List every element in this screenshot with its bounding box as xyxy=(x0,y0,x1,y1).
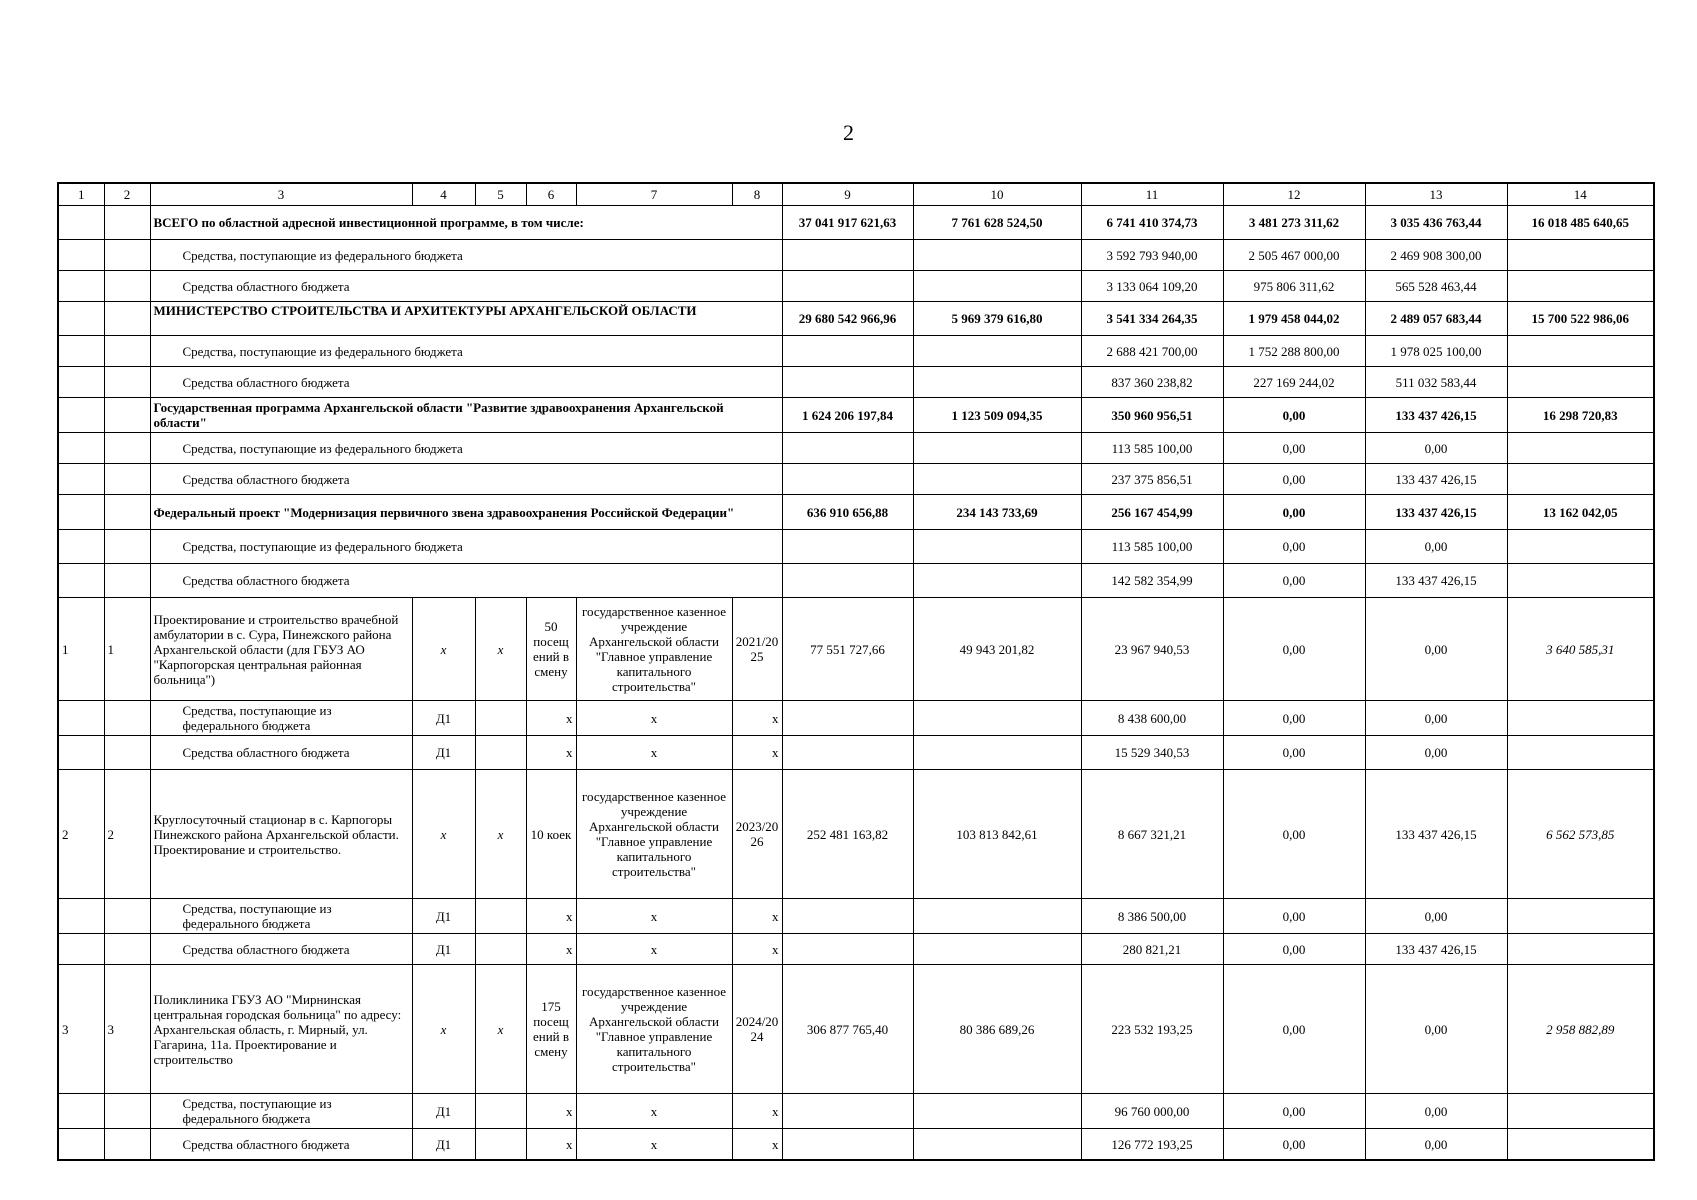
object-fed-c11: 8 386 500,00 xyxy=(1081,899,1223,934)
ministry-fed-c12: 1 752 288 800,00 xyxy=(1223,336,1365,367)
object-period: 2023/20 26 xyxy=(732,770,782,899)
object-fed-c11: 8 438 600,00 xyxy=(1081,701,1223,736)
federal-funds-label: Средства, поступающие из федерального бюджета xyxy=(150,433,782,464)
object-period: 2024/20 24 xyxy=(732,965,782,1094)
x-mark: x xyxy=(732,934,782,965)
object-capacity: 10 коек xyxy=(526,770,576,899)
regional-funds-label: Средства областного бюджета xyxy=(150,1129,412,1161)
x-mark: x xyxy=(526,934,576,965)
column-number: 2 xyxy=(104,183,150,206)
ministry-fed-c13: 1 978 025 100,00 xyxy=(1365,336,1507,367)
column-number: 3 xyxy=(150,183,412,206)
project-row xyxy=(58,495,1654,530)
ministry-reg-c13: 511 032 583,44 xyxy=(1365,367,1507,398)
funds-code: Д1 xyxy=(412,1129,475,1161)
object-c4: x xyxy=(412,770,475,899)
federal-funds-label: Средства, поступающие из федерального бюджета xyxy=(150,1094,412,1129)
regional-funds-label: Средства областного бюджета xyxy=(150,934,412,965)
total-c10: 7 761 628 524,50 xyxy=(913,206,1081,240)
column-number: 9 xyxy=(782,183,913,206)
program-c12: 0,00 xyxy=(1223,398,1365,433)
x-mark: x xyxy=(576,701,732,736)
program-reg-c11: 237 375 856,51 xyxy=(1081,464,1223,495)
project-federal-row xyxy=(58,530,1654,564)
program-c11: 350 960 956,51 xyxy=(1081,398,1223,433)
object-c9: 252 481 163,82 xyxy=(782,770,913,899)
object-number: 2 xyxy=(58,770,104,899)
project-c10: 234 143 733,69 xyxy=(913,495,1081,530)
regional-funds-label: Средства областного бюджета xyxy=(150,736,412,770)
federal-funds-label: Средства, поступающие из федерального бюджета xyxy=(150,530,782,564)
object-row xyxy=(58,598,1654,701)
project-regional-row xyxy=(58,564,1654,598)
program-reg-c13: 133 437 426,15 xyxy=(1365,464,1507,495)
object-regional-row xyxy=(58,1129,1654,1161)
x-mark: x xyxy=(732,1094,782,1129)
object-c11: 223 532 193,25 xyxy=(1081,965,1223,1094)
ministry-c14: 15 700 522 986,06 xyxy=(1507,302,1654,336)
total-c13: 3 035 436 763,44 xyxy=(1365,206,1507,240)
object-regional-row xyxy=(58,736,1654,770)
object-name: Круглосуточный стационар в с. Карпогоры Пинежского района Архангельской области. Проектирование и строительство. xyxy=(150,770,412,899)
federal-funds-label: Средства, поступающие из федерального бюджета xyxy=(150,701,412,736)
object-number: 1 xyxy=(58,598,104,701)
x-mark: x xyxy=(732,701,782,736)
program-c14: 16 298 720,83 xyxy=(1507,398,1654,433)
total-regional-row xyxy=(58,271,1654,302)
object-name: Поликлиника ГБУЗ АО "Мирнинская центральная городская больница" по адресу: Архангельская область, г. Мирный, ул. Гагарина, 11а. Проектирование и строительство xyxy=(150,965,412,1094)
x-mark: x xyxy=(576,934,732,965)
object-c11: 8 667 321,21 xyxy=(1081,770,1223,899)
object-fed-c12: 0,00 xyxy=(1223,899,1365,934)
project-c11: 256 167 454,99 xyxy=(1081,495,1223,530)
object-subnumber: 3 xyxy=(104,965,150,1094)
x-mark: x xyxy=(732,1129,782,1161)
total-row xyxy=(58,206,1654,240)
program-fed-c12: 0,00 xyxy=(1223,433,1365,464)
column-number: 11 xyxy=(1081,183,1223,206)
object-c11: 23 967 940,53 xyxy=(1081,598,1223,701)
object-reg-c12: 0,00 xyxy=(1223,934,1365,965)
object-reg-c12: 0,00 xyxy=(1223,736,1365,770)
object-reg-c13: 0,00 xyxy=(1365,736,1507,770)
object-regional-row xyxy=(58,934,1654,965)
object-c9: 306 877 765,40 xyxy=(782,965,913,1094)
object-subnumber: 2 xyxy=(104,770,150,899)
object-name: Проектирование и строительство врачебной амбулатории в с. Сура, Пинежского района Архангельской области (для ГБУЗ АО "Карпогорская центральная районная больница") xyxy=(150,598,412,701)
total-c9: 37 041 917 621,63 xyxy=(782,206,913,240)
project-c9: 636 910 656,88 xyxy=(782,495,913,530)
ministry-fed-c11: 2 688 421 700,00 xyxy=(1081,336,1223,367)
object-reg-c11: 280 821,21 xyxy=(1081,934,1223,965)
program-reg-c12: 0,00 xyxy=(1223,464,1365,495)
project-label: Федеральный проект "Модернизация первичного звена здравоохранения Российской Федерации" xyxy=(150,495,782,530)
project-fed-c11: 113 585 100,00 xyxy=(1081,530,1223,564)
object-row xyxy=(58,965,1654,1094)
page-number: 2 xyxy=(843,120,854,145)
object-reg-c11: 126 772 193,25 xyxy=(1081,1129,1223,1161)
object-customer: государственное казенное учреждение Архангельской области "Главное управление капитального строительства" xyxy=(576,965,732,1094)
object-c13: 0,00 xyxy=(1365,965,1507,1094)
object-c5: x xyxy=(475,598,526,701)
x-mark: x xyxy=(732,736,782,770)
object-period: 2021/20 25 xyxy=(732,598,782,701)
x-mark: x xyxy=(576,1129,732,1161)
column-number: 8 xyxy=(732,183,782,206)
object-subnumber: 1 xyxy=(104,598,150,701)
column-number: 7 xyxy=(576,183,732,206)
object-reg-c11: 15 529 340,53 xyxy=(1081,736,1223,770)
object-c10: 80 386 689,26 xyxy=(913,965,1081,1094)
column-number: 1 xyxy=(58,183,104,206)
x-mark: x xyxy=(526,1094,576,1129)
object-c14: 2 958 882,89 xyxy=(1507,965,1654,1094)
total-reg-c12: 975 806 311,62 xyxy=(1223,271,1365,302)
ministry-reg-c12: 227 169 244,02 xyxy=(1223,367,1365,398)
x-mark: x xyxy=(526,736,576,770)
object-federal-row xyxy=(58,899,1654,934)
x-mark: x xyxy=(576,1094,732,1129)
column-number: 13 xyxy=(1365,183,1507,206)
object-c4: x xyxy=(412,965,475,1094)
total-reg-c11: 3 133 064 109,20 xyxy=(1081,271,1223,302)
project-reg-c12: 0,00 xyxy=(1223,564,1365,598)
object-number: 3 xyxy=(58,965,104,1094)
program-federal-row xyxy=(58,433,1654,464)
x-mark: x xyxy=(576,899,732,934)
object-fed-c13: 0,00 xyxy=(1365,899,1507,934)
total-fed-c11: 3 592 793 940,00 xyxy=(1081,240,1223,271)
total-fed-c13: 2 469 908 300,00 xyxy=(1365,240,1507,271)
federal-funds-label: Средства, поступающие из федерального бюджета xyxy=(150,240,782,271)
federal-funds-label: Средства, поступающие из федерального бюджета xyxy=(150,336,782,367)
project-reg-c13: 133 437 426,15 xyxy=(1365,564,1507,598)
total-label: ВСЕГО по областной адресной инвестиционной программе, в том числе: xyxy=(150,206,782,240)
column-number: 6 xyxy=(526,183,576,206)
object-capacity: 50 посещ ений в смену xyxy=(526,598,576,701)
object-c5: x xyxy=(475,770,526,899)
ministry-federal-row xyxy=(58,336,1654,367)
object-c12: 0,00 xyxy=(1223,598,1365,701)
object-reg-c13: 0,00 xyxy=(1365,1129,1507,1161)
column-number: 4 xyxy=(412,183,475,206)
x-mark: x xyxy=(526,701,576,736)
object-fed-c11: 96 760 000,00 xyxy=(1081,1094,1223,1129)
object-reg-c13: 133 437 426,15 xyxy=(1365,934,1507,965)
object-c5: x xyxy=(475,965,526,1094)
object-c14: 3 640 585,31 xyxy=(1507,598,1654,701)
regional-funds-label: Средства областного бюджета xyxy=(150,271,782,302)
x-mark: x xyxy=(576,736,732,770)
project-fed-c12: 0,00 xyxy=(1223,530,1365,564)
total-fed-c12: 2 505 467 000,00 xyxy=(1223,240,1365,271)
project-c12: 0,00 xyxy=(1223,495,1365,530)
column-number: 14 xyxy=(1507,183,1654,206)
object-fed-c12: 0,00 xyxy=(1223,1094,1365,1129)
object-c4: x xyxy=(412,598,475,701)
funds-code: Д1 xyxy=(412,701,475,736)
program-fed-c13: 0,00 xyxy=(1365,433,1507,464)
object-fed-c13: 0,00 xyxy=(1365,1094,1507,1129)
object-c12: 0,00 xyxy=(1223,770,1365,899)
project-c14: 13 162 042,05 xyxy=(1507,495,1654,530)
column-number-row xyxy=(58,183,1654,206)
object-c9: 77 551 727,66 xyxy=(782,598,913,701)
column-number: 10 xyxy=(913,183,1081,206)
ministry-c13: 2 489 057 683,44 xyxy=(1365,302,1507,336)
object-reg-c12: 0,00 xyxy=(1223,1129,1365,1161)
ministry-reg-c11: 837 360 238,82 xyxy=(1081,367,1223,398)
x-mark: x xyxy=(526,1129,576,1161)
object-c10: 103 813 842,61 xyxy=(913,770,1081,899)
ministry-c11: 3 541 334 264,35 xyxy=(1081,302,1223,336)
regional-funds-label: Средства областного бюджета xyxy=(150,367,782,398)
total-c14: 16 018 485 640,65 xyxy=(1507,206,1654,240)
object-federal-row xyxy=(58,1094,1654,1129)
project-c13: 133 437 426,15 xyxy=(1365,495,1507,530)
regional-funds-label: Средства областного бюджета xyxy=(150,564,782,598)
ministry-c9: 29 680 542 966,96 xyxy=(782,302,913,336)
x-mark: x xyxy=(732,899,782,934)
total-federal-row xyxy=(58,240,1654,271)
object-federal-row xyxy=(58,701,1654,736)
funds-code: Д1 xyxy=(412,736,475,770)
investment-program-table xyxy=(57,182,1655,1161)
column-number: 5 xyxy=(475,183,526,206)
program-fed-c11: 113 585 100,00 xyxy=(1081,433,1223,464)
total-reg-c13: 565 528 463,44 xyxy=(1365,271,1507,302)
ministry-regional-row xyxy=(58,367,1654,398)
program-row xyxy=(58,398,1654,433)
funds-code: Д1 xyxy=(412,899,475,934)
federal-funds-label: Средства, поступающие из федерального бюджета xyxy=(150,899,412,934)
object-c12: 0,00 xyxy=(1223,965,1365,1094)
object-c13: 133 437 426,15 xyxy=(1365,770,1507,899)
object-fed-c13: 0,00 xyxy=(1365,701,1507,736)
object-customer: государственное казенное учреждение Архангельской области "Главное управление капитального строительства" xyxy=(576,770,732,899)
program-label: Государственная программа Архангельской области "Развитие здравоохранения Архангельской области" xyxy=(150,398,782,433)
funds-code: Д1 xyxy=(412,934,475,965)
object-capacity: 175 посещ ений в смену xyxy=(526,965,576,1094)
object-c10: 49 943 201,82 xyxy=(913,598,1081,701)
program-c13: 133 437 426,15 xyxy=(1365,398,1507,433)
project-fed-c13: 0,00 xyxy=(1365,530,1507,564)
regional-funds-label: Средства областного бюджета xyxy=(150,464,782,495)
program-c10: 1 123 509 094,35 xyxy=(913,398,1081,433)
project-reg-c11: 142 582 354,99 xyxy=(1081,564,1223,598)
funds-code: Д1 xyxy=(412,1094,475,1129)
object-c13: 0,00 xyxy=(1365,598,1507,701)
program-c9: 1 624 206 197,84 xyxy=(782,398,913,433)
ministry-label: МИНИСТЕРСТВО СТРОИТЕЛЬСТВА И АРХИТЕКТУРЫ АРХАНГЕЛЬСКОЙ ОБЛАСТИ xyxy=(150,302,782,336)
object-row xyxy=(58,770,1654,899)
x-mark: x xyxy=(526,899,576,934)
object-customer: государственное казенное учреждение Архангельской области "Главное управление капитального строительства" xyxy=(576,598,732,701)
total-c12: 3 481 273 311,62 xyxy=(1223,206,1365,240)
ministry-row xyxy=(58,302,1654,336)
ministry-c12: 1 979 458 044,02 xyxy=(1223,302,1365,336)
ministry-c10: 5 969 379 616,80 xyxy=(913,302,1081,336)
total-c11: 6 741 410 374,73 xyxy=(1081,206,1223,240)
object-fed-c12: 0,00 xyxy=(1223,701,1365,736)
object-c14: 6 562 573,85 xyxy=(1507,770,1654,899)
program-regional-row xyxy=(58,464,1654,495)
column-number: 12 xyxy=(1223,183,1365,206)
